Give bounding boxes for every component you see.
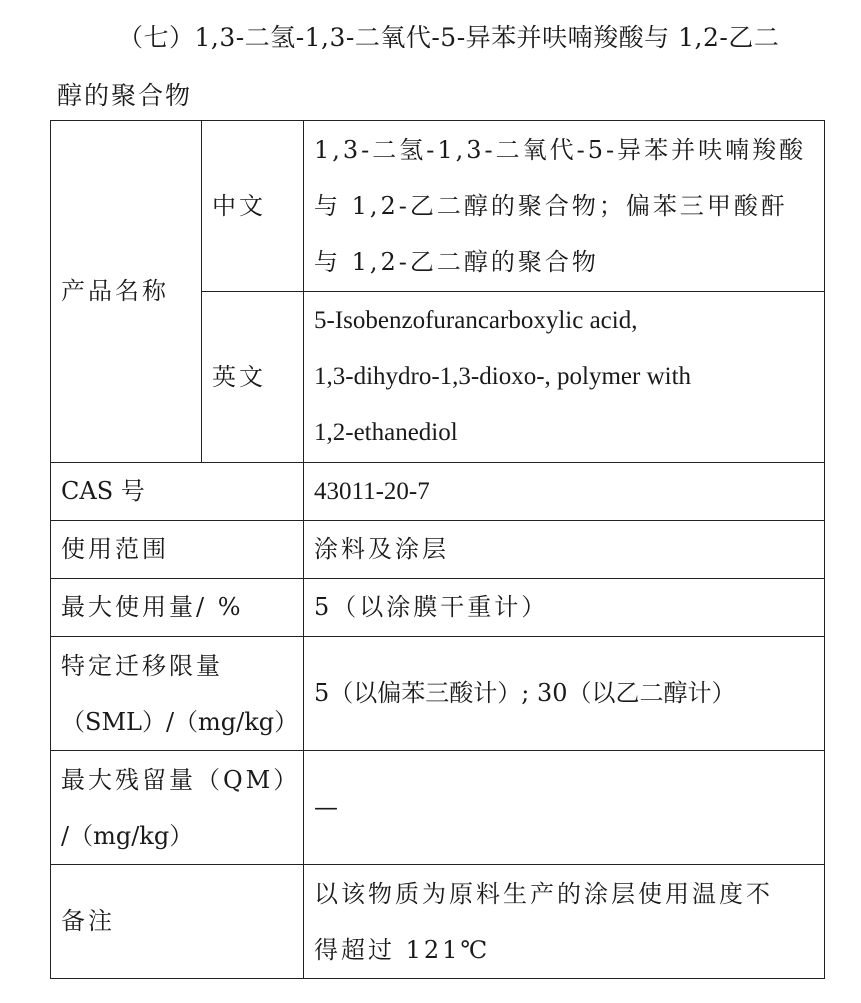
- table-row: [51, 579, 825, 637]
- chinese-name-line-3: 与 1,2-乙二醇的聚合物: [314, 248, 599, 276]
- cas-label: CAS 号: [51, 463, 304, 521]
- sml-label-line-1: 特定迁移限量: [61, 651, 223, 680]
- product-name-label: 产品名称: [51, 121, 202, 463]
- remark-label: 备注: [51, 865, 304, 979]
- qm-label-line-1: 最大残留量（QM）: [61, 765, 301, 794]
- sml-label-line-2: （SML）/（mg/kg）: [61, 707, 299, 736]
- table-row: [51, 865, 825, 979]
- max-use-label: 最大使用量/ %: [51, 579, 304, 637]
- usage-value: 涂料及涂层: [304, 521, 825, 579]
- english-name-line-3: 1,2-ethanediol: [314, 419, 458, 446]
- table-row: [51, 751, 825, 865]
- english-name-label: 英文: [202, 292, 304, 463]
- section-heading-line-2: 醇的聚合物: [57, 81, 193, 110]
- chinese-name-value: [304, 121, 825, 292]
- remark-line-2: 得超过 121℃: [314, 935, 491, 964]
- max-use-value: 5（以涂膜干重计）: [304, 579, 825, 637]
- cas-value: 43011-20-7: [304, 463, 825, 521]
- english-name-line-1: 5-Isobenzofurancarboxylic acid,: [314, 307, 638, 334]
- sml-value: 5（以偏苯三酸计）; 30（以乙二醇计）: [304, 637, 825, 751]
- table-row: [51, 521, 825, 579]
- section-heading-line-1: （七）1,3-二氢-1,3-二氧代-5-异苯并呋喃羧酸与 1,2-乙二: [118, 23, 780, 52]
- table-row: [51, 637, 825, 751]
- chinese-name-line-1: 1,3-二氢-1,3-二氧代-5-异苯并呋喃羧酸: [314, 136, 807, 164]
- table-row: [51, 121, 825, 292]
- qm-value: —: [304, 751, 825, 865]
- english-name-line-2: 1,3-dihydro-1,3-dioxo-, polymer with: [314, 363, 692, 390]
- sml-label: [51, 637, 304, 751]
- remark-line-1: 以该物质为原料生产的涂层使用温度不: [314, 879, 773, 908]
- usage-label: 使用范围: [51, 521, 304, 579]
- remark-value: [304, 865, 825, 979]
- specification-table: [50, 120, 825, 979]
- english-name-value: [304, 292, 825, 463]
- chinese-name-line-2: 与 1,2-乙二醇的聚合物；偏苯三甲酸酐: [314, 192, 788, 220]
- table-row: [51, 463, 825, 521]
- chinese-name-label: 中文: [202, 121, 304, 292]
- qm-label: [51, 751, 304, 865]
- qm-label-line-2: /（mg/kg）: [61, 821, 194, 850]
